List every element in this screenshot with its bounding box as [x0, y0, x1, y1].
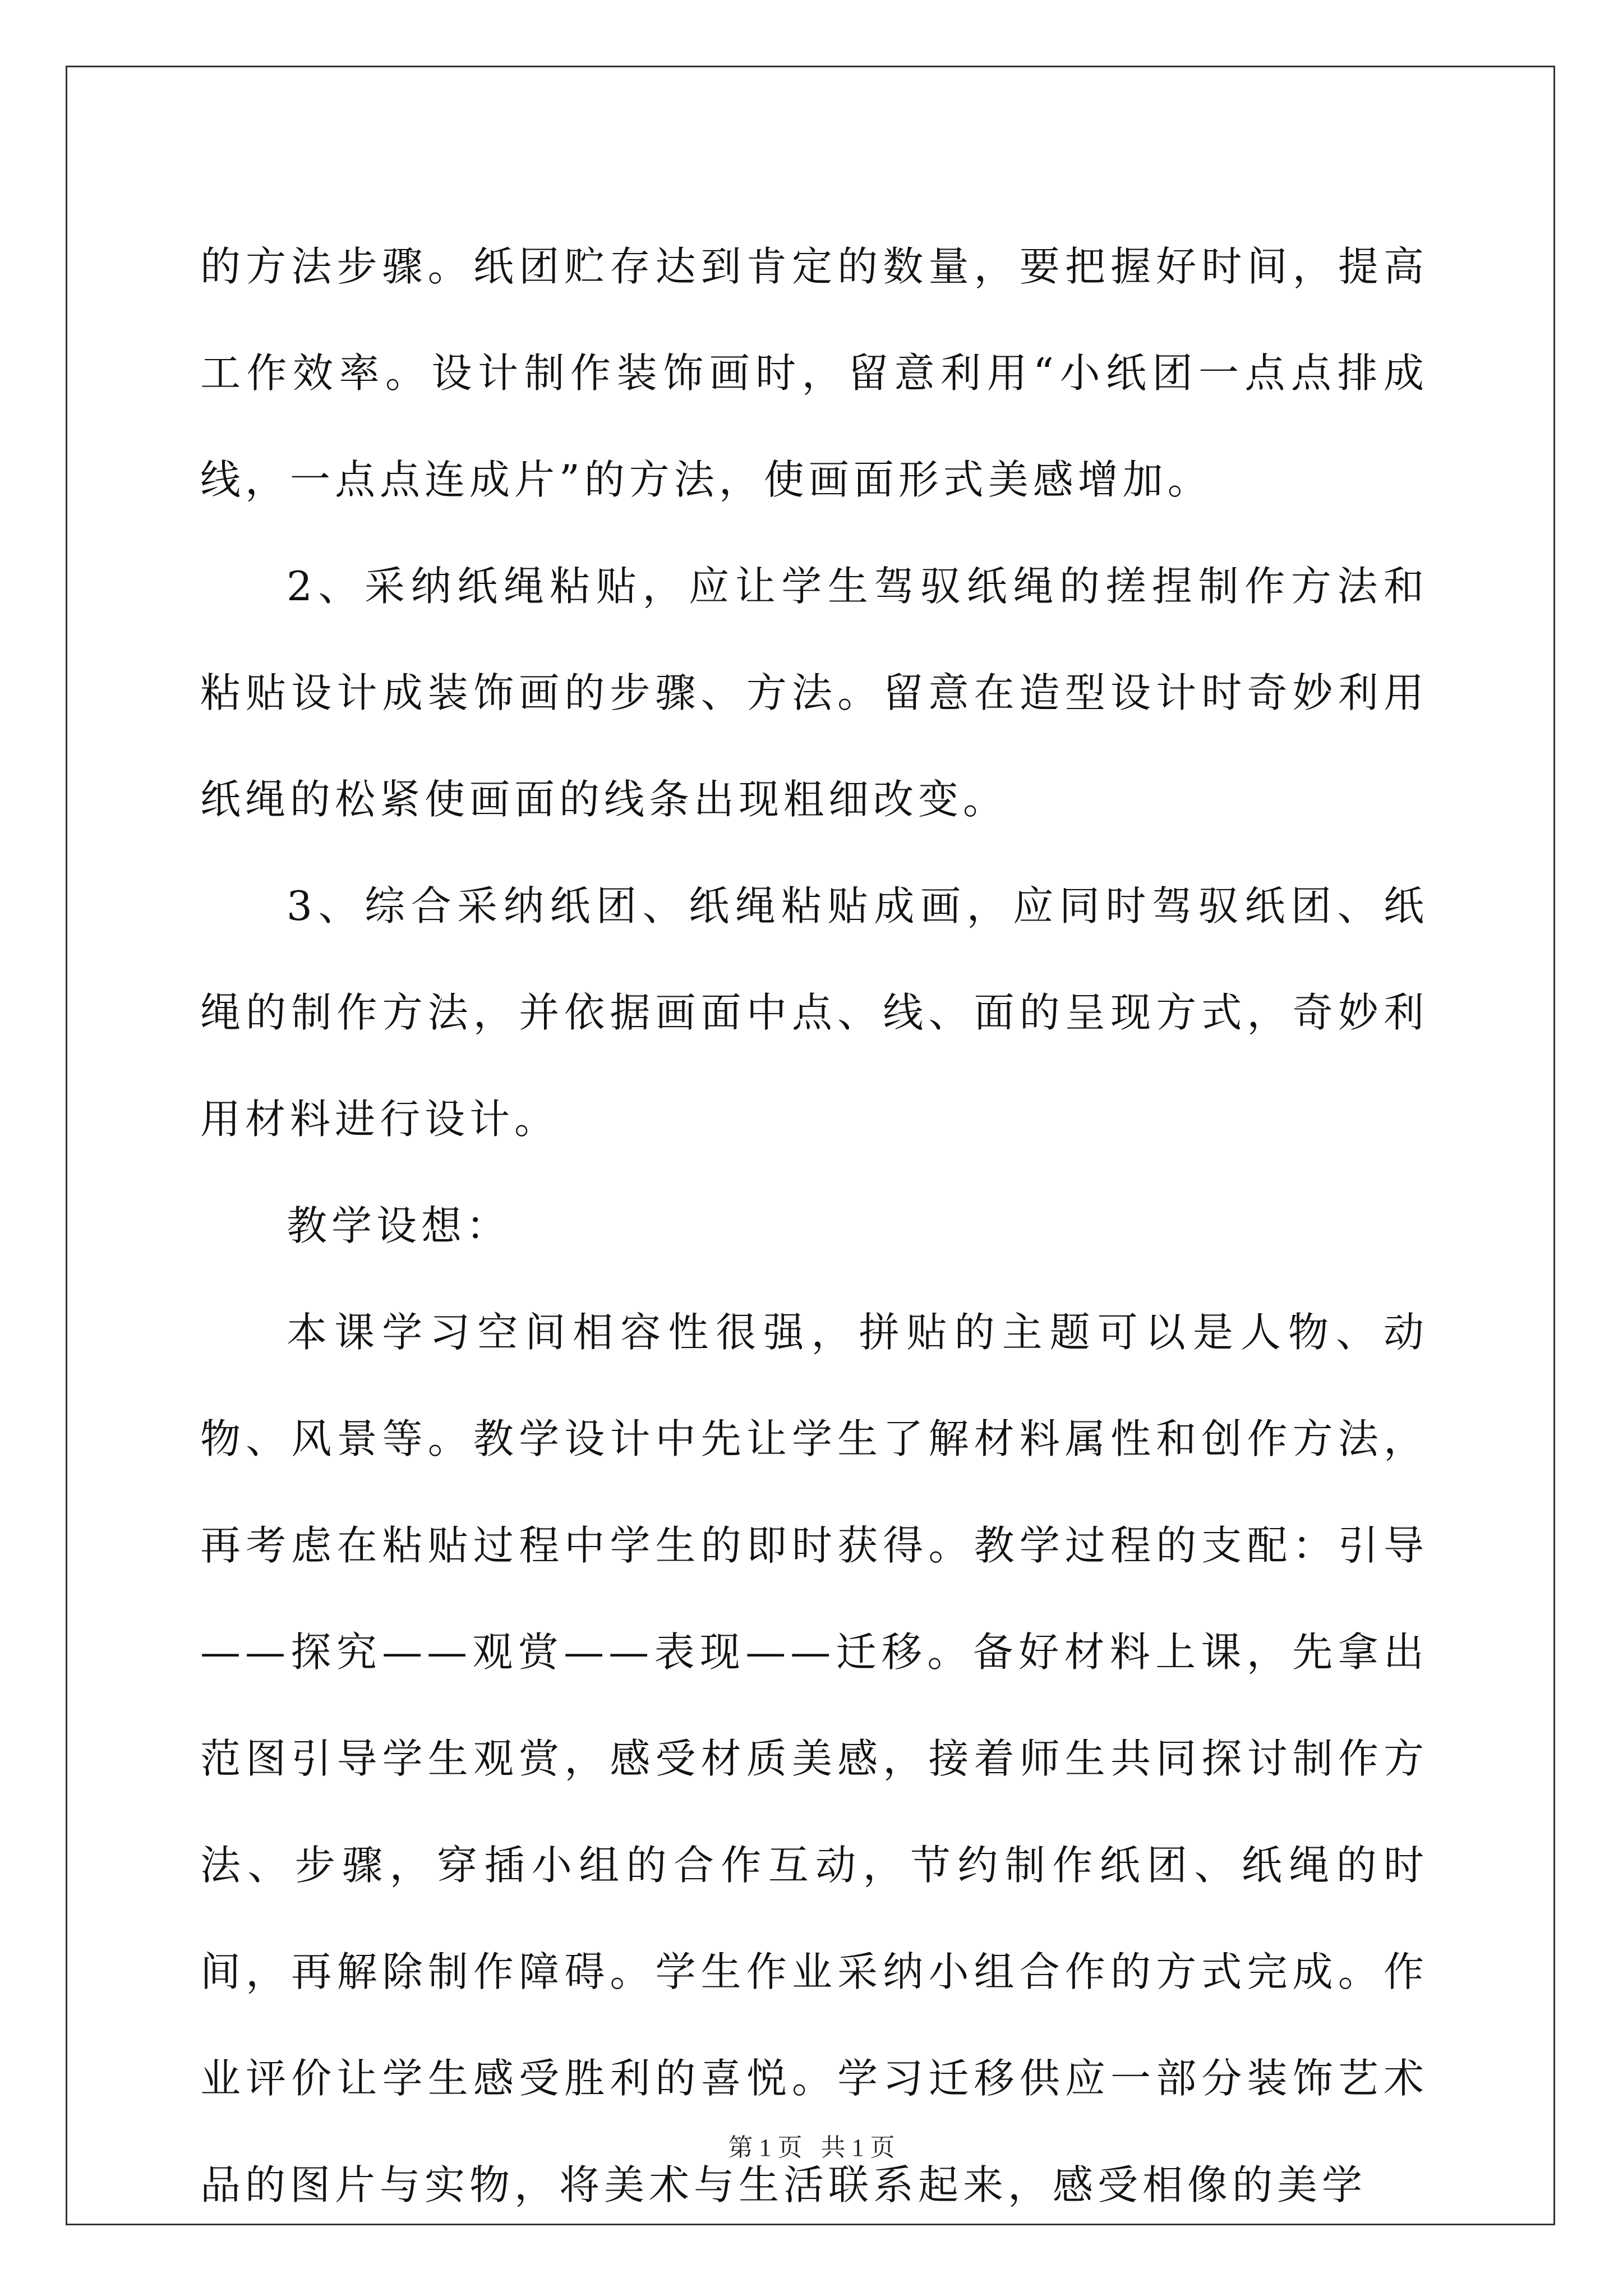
paragraph-continuation: 的方法步骤。纸团贮存达到肯定的数量，要把握好时间，提高工作效率。设计制作装饰画时，留意利用“小纸团一点点排成线，一点点连成片”的方法，使画面形式美感增加。 [200, 243, 1428, 503]
paragraph-teaching-idea: 本课学习空间相容性很强，拼贴的主题可以是人物、动物、风景等。教学设计中先让学生了解材料属性和创作方法，再考虑在粘贴过程中学生的即时获得。教学过程的支配：引导——探究——观赏——表现——迁移。备好材料上课，先拿出范图引导学生观赏，感受材质美感，接着师生共同探讨制作方法、步骤，穿插小组的合作互动，节约制作纸团、纸绳的时间，再解除制作障碍。学生作业采纳小组合作的方式完成。作业评价让学生感受胜利的喜悦。学习迁移供应一部分装饰艺术品的图片与实物，将美术与生活联系起来，感受相像的美学 [200, 1309, 1428, 2208]
document-body [200, 213, 1428, 2238]
paragraph-item-3: 3、综合采纳纸团、纸绳粘贴成画，应同时驾驭纸团、纸绳的制作方法，并依据画面中点、线、面的呈现方式，奇妙利用材料进行设计。 [200, 882, 1428, 1143]
paragraph-item-2: 2、采纳纸绳粘贴，应让学生驾驭纸绳的搓捏制作方法和粘贴设计成装饰画的步骤、方法。留意在造型设计时奇妙利用纸绳的松紧使画面的线条出现粗细改变。 [200, 563, 1428, 823]
page-number-footer: 第 1 页 共 1 页 [728, 2134, 895, 2161]
section-heading-teaching-idea: 教学设想： [287, 1202, 511, 1249]
